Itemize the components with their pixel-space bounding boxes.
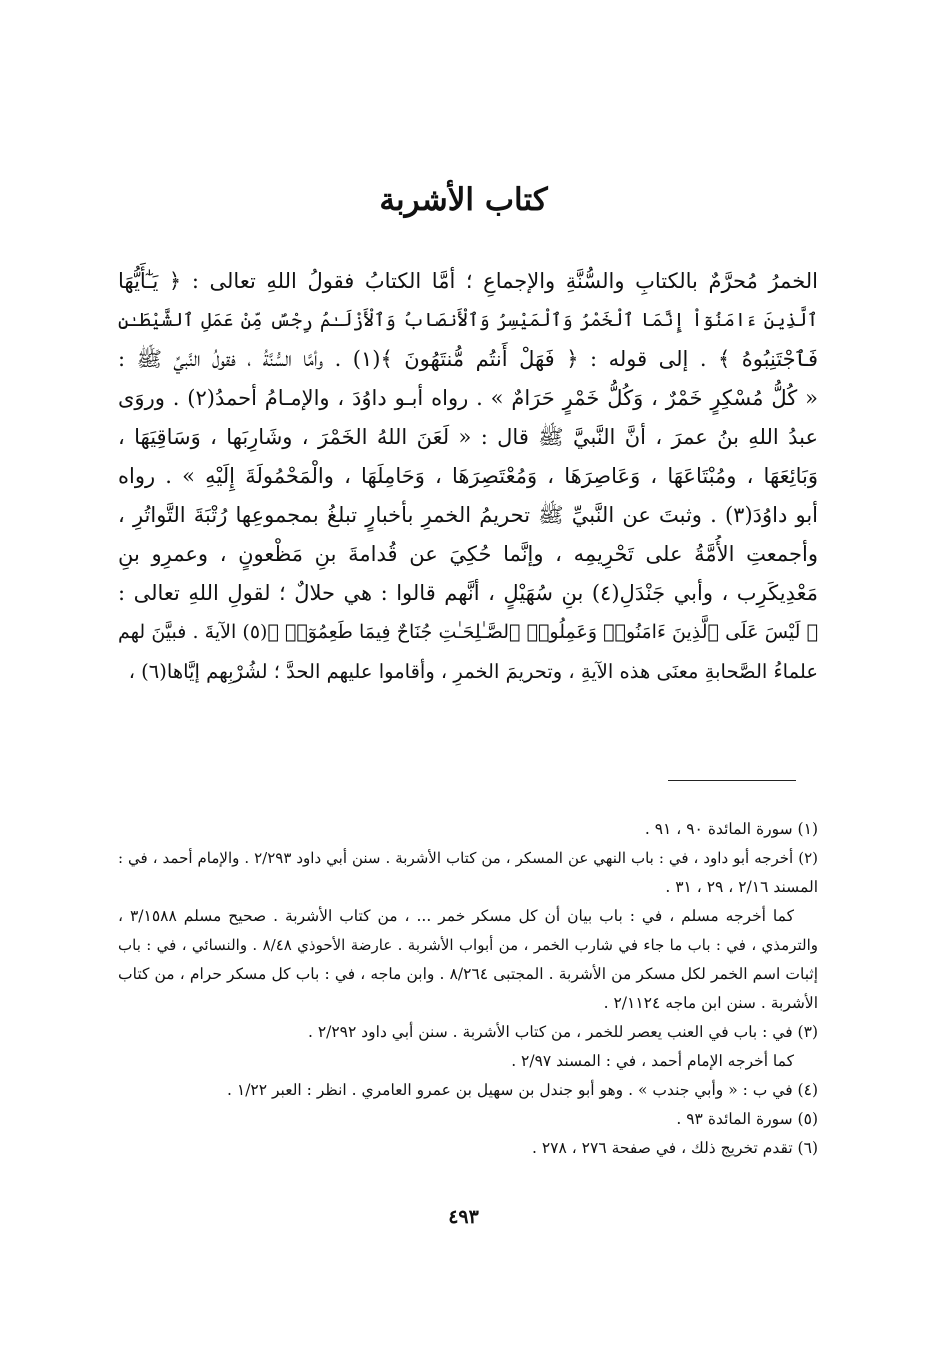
footnote-line: إثبات اسم الخمر لكل مسكر من الأشربة . المجتبى ٨/٢٦٤ . وابن ماجه ، في : باب كل مسكر حرام ، من كتاب <box>118 965 818 983</box>
chapter-title: كتاب الأشربة <box>379 182 548 218</box>
footnote-line: كما أخرجه مسلم ، في : باب بيان أن كل مسكر خمر ... ، من كتاب الأشربة . صحيح مسلم ٣/١٥٨٨ ، <box>118 907 794 925</box>
footnote-line: والترمذي ، في : باب ما جاء في شارب الخمر ، من أبواب الأشربة . عارضة الأحوذي ٨/٤٨ . والنسائي ، في : باب <box>118 936 818 954</box>
body-line: عبدُ اللهِ بنُ عمرَ ، أنَّ النَّبيَّ ﷺ قال : « لَعَنَ اللهُ الخَمْرَ ، وشَارِبَها ، وَسَاقِيَهَا ، <box>118 425 818 449</box>
footnotes <box>118 815 818 1163</box>
body-line: مَعْدِيكَرِب ، وأبي جَنْدَلِ(٤) بنِ سُهَيْلٍ ، أنَّهم قالوا : هي حلالٌ ؛ لقولِ اللهِ تعالى : <box>118 581 818 605</box>
body-line: فَٱجْتَنِبُوهُ ﴾ . إلى قوله : ﴿ فَهَلْ أَنتُم مُّنتَهُونَ ﴾(١) . وأمَّا السُّنَّةُ ، فقولُ النَّبيِّ ﷺ : <box>118 347 818 371</box>
page-number: ٤٩٣ <box>448 1206 479 1228</box>
footnote-line: كما أخرجه الإمام أحمد ، في : المسند ٢/٩٧ . <box>511 1052 794 1070</box>
footnote-line: (٥) سورة المائدة ٩٣ . <box>676 1110 818 1128</box>
body-line: « كُلُّ مُسْكِرٍ خَمْرٌ ، وَكُلُّ خَمْرٍ حَرَامٌ » . رواه أبـو داوُدَ ، والإمـامُ أحمدُ(٢) . وروَى <box>118 386 818 410</box>
footnote-line: الأشربة . سنن ابن ماجه ٢/١١٢٤ . <box>603 994 818 1012</box>
footnote-line: (٢) أخرجه أبو داود ، في : باب النهي عن المسكر ، من كتاب الأشربة . سنن أبي داود ٢/٢٩٣ . والإمام أحمد ، في : <box>118 849 818 867</box>
footnote-line: (٣) في : باب في العنب يعصر للخمر ، من كتاب الأشربة . سنن أبي داود ٢/٢٩٢ . <box>307 1023 818 1041</box>
footnote-line: المسند ٢/١٦ ، ٢٩ ، ٣١ . <box>665 878 818 896</box>
body-line: علماءُ الصَّحابةِ معنَى هذه الآيةِ ، وتحريمَ الخمرِ ، وأقاموا عليهم الحدَّ ؛ لشُرْبِهم إيَّاها(٦) ، <box>128 660 818 683</box>
body-line: أبو داوُدَ(٣) . وثبتَ عن النَّبيِّ ﷺ تحريمُ الخمرِ بأخبارٍ تبلغُ بمجموعِها رُتْبَةَ التَّواتُرِ ، <box>118 503 818 527</box>
footnote-line: (١) سورة المائدة ٩٠ ، ٩١ . <box>644 820 818 838</box>
main-text <box>118 262 818 691</box>
body-line: ﴿ لَيْسَ عَلَى ٱلَّذِينَ ءَامَنُوا۟ وَعَمِلُوا۟ ٱلصَّـٰلِحَـٰتِ جُنَاحٌ فِيمَا طَعِمُوٓا۟ ﴾(٥) الآيةَ . فبيَّنَ لهم <box>118 621 818 643</box>
body-line: الخمرُ مُحرَّمٌ بالكتابِ والسُّنَّةِ والإجماعِ ؛ أمَّا الكتابُ فقولُ اللهِ تعالى : ﴿ يَـٰٓأَيُّهَا <box>118 269 818 293</box>
body-line: وَبَائِعَهَا ، ومُبْتَاعَهَا ، وَعَاصِرَهَا ، وَمُعْتَصِرَهَا ، وَحَامِلَهَا ، والْمَحْمُولَةَ إِلَيْهِ » . رواه <box>118 464 818 488</box>
footnote-divider <box>668 780 796 781</box>
body-line: ٱلَّذِينَ ءَامَنُوٓاْ إِنَّمَا ٱلْخَمْرُ وَٱلْمَيْسِرُ وَٱلْأَنصَابُ وَٱلْأَزْلَـٰمُ رِجْسٌ مِّنْ عَمَلِ ٱلشَّيْطَـٰنِ <box>118 310 818 331</box>
footnote-line: (٦) تقدم تخريج ذلك ، في صفحة ٢٧٦ ، ٢٧٨ . <box>531 1139 818 1157</box>
footnote-line: (٤) في ب : « وأبي جندب » . وهو أبو جندل بن سهيل بن عمرو العامري . انظر : العبر ١/٢٢ . <box>227 1081 818 1099</box>
body-line: وأجمعتِ الأُمَّةُ على تَحْرِيمِه ، وإنَّما حُكِيَ عن قُدامةَ بنِ مَظْعونٍ ، وعمرِو بنِ <box>118 542 818 566</box>
